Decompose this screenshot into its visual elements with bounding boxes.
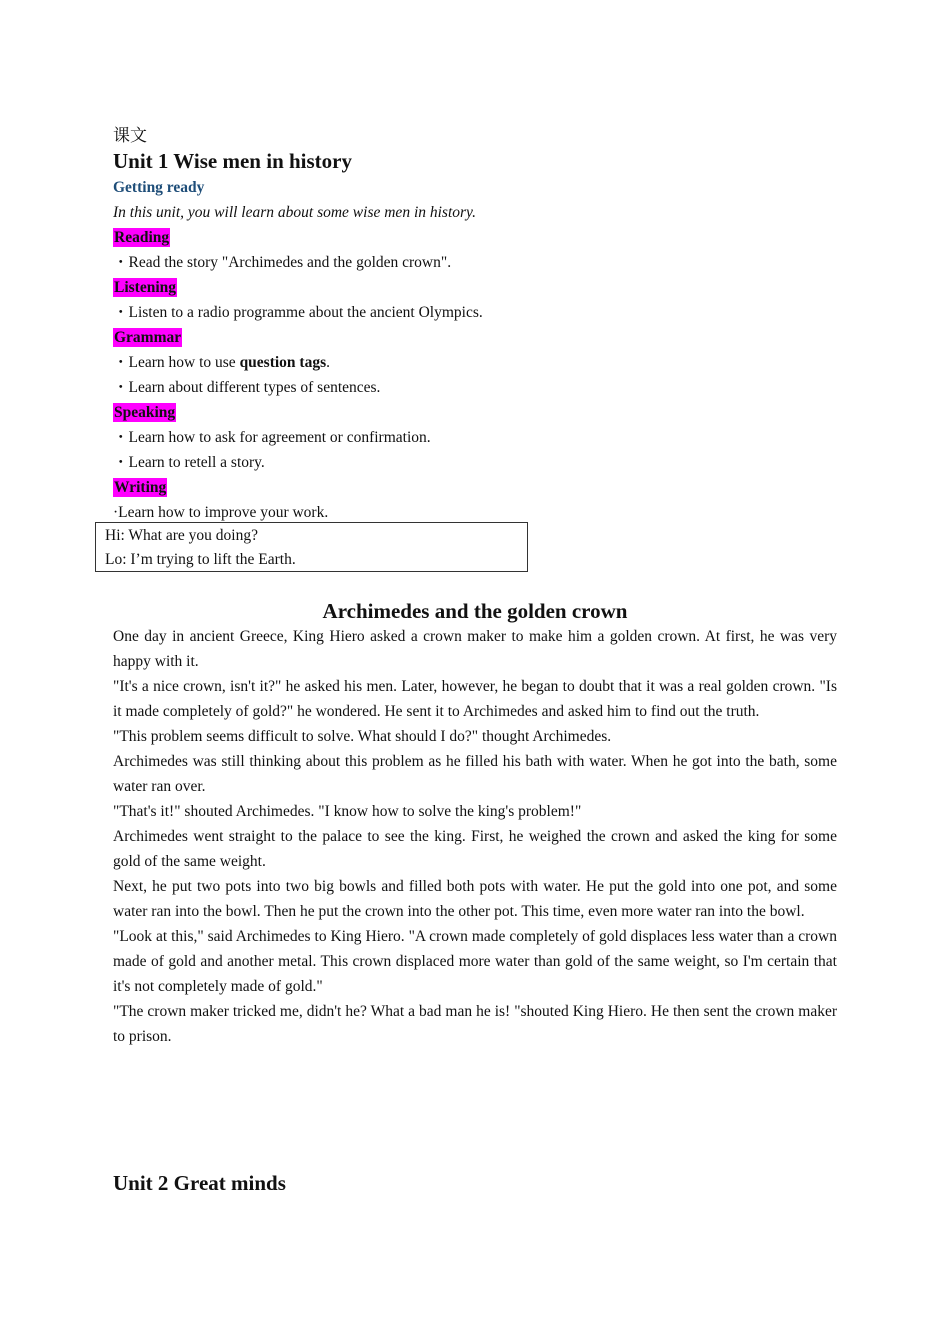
story-paragraph: "The crown maker tricked me, didn't he? What a bad man he is! "shouted King Hiero. He then sent the crown maker to prison. [113, 1003, 837, 1045]
story-paragraph: Archimedes went straight to the palace to see the king. First, he weighed the crown and asked the king for some gold of the same weight. [113, 828, 837, 870]
story-title: Archimedes and the golden crown [322, 599, 628, 623]
unit2-title: Unit 2 Great minds [113, 1171, 286, 1195]
section-label-grammar: Grammar [114, 329, 182, 346]
section-label-speaking: Speaking [114, 404, 176, 421]
unit1-overview [113, 124, 837, 525]
section-item: ・Listen to a radio programme about the ancient Olympics. [113, 304, 483, 321]
story-paragraph: "That's it!" shouted Archimedes. "I know how to solve the king's problem!" [113, 803, 582, 820]
section-label-listening: Listening [114, 279, 177, 296]
section-grammar [113, 325, 837, 350]
getting-ready-heading: Getting ready [113, 179, 205, 196]
section-item: ·Learn how to improve your work. [113, 504, 329, 521]
story-paragraph: "This problem seems difficult to solve. What should I do?" thought Archimedes. [113, 728, 612, 745]
story-paragraph: "Look at this," said Archimedes to King Hiero. "A crown made completely of gold displaces less water than a crown made of gold and another metal. This crown displaced more water than gold of the same weight, so I'm certain that it's not completely made of gold." [113, 928, 837, 995]
dialog-line: Lo: I’m trying to lift the Earth. [105, 551, 296, 568]
section-writing [113, 475, 837, 500]
section-label-writing: Writing [114, 479, 167, 496]
section-listening [113, 275, 837, 300]
unit1-title: Unit 1 Wise men in history [113, 149, 352, 173]
section-item: ・Learn about different types of sentences. [113, 379, 381, 396]
header-label: 课文 [113, 126, 147, 146]
section-reading [113, 225, 837, 250]
section-item: ・Learn to retell a story. [113, 454, 265, 471]
story-body [113, 624, 837, 1049]
item-suffix: . [326, 354, 330, 371]
dialog-box [95, 522, 528, 572]
section-item: ・Read the story "Archimedes and the golden crown". [113, 254, 452, 271]
bold-term: question tags [239, 354, 327, 371]
section-speaking [113, 400, 837, 425]
story-paragraph: One day in ancient Greece, King Hiero asked a crown maker to make him a golden crown. At first, he was very happy with it. [113, 628, 837, 670]
unit-intro: In this unit, you will learn about some wise men in history. [113, 204, 476, 221]
section-label-reading: Reading [114, 229, 170, 246]
story-paragraph: Next, he put two pots into two big bowls and filled both pots with water. He put the gold into one pot, and some water ran into the bowl. Then he put the crown into the other pot. This time, even more water ran into the bowl. [113, 878, 837, 920]
story-paragraph: Archimedes was still thinking about this problem as he filled his bath with water. When he got into the bath, some water ran over. [113, 753, 837, 795]
item-prefix: ・Learn how to use [113, 354, 240, 371]
section-item-question-tags [113, 350, 837, 375]
dialog-line: Hi: What are you doing? [105, 527, 258, 544]
section-item: ・Learn how to ask for agreement or confirmation. [113, 429, 431, 446]
story-paragraph: "It's a nice crown, isn't it?" he asked his men. Later, however, he began to doubt that it was a real golden crown. "Is it made completely of gold?" he wondered. He sent it to Archimedes and asked him to find out the truth. [113, 678, 837, 720]
